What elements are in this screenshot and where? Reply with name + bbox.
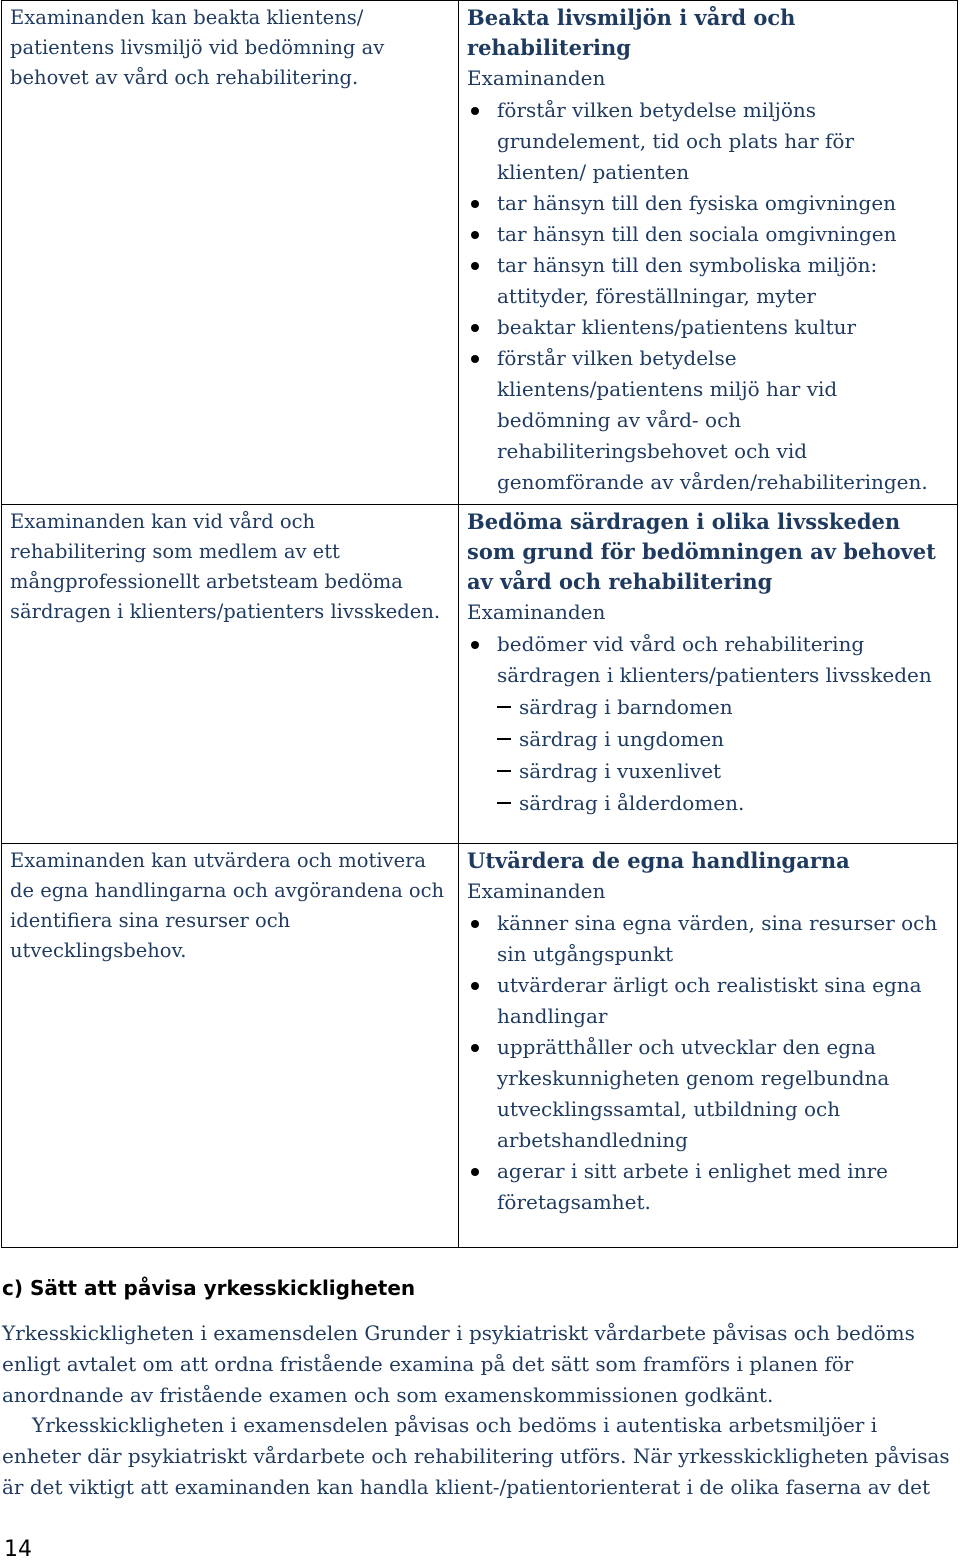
bullet-icon (471, 982, 479, 990)
bullet-icon (471, 200, 479, 208)
list-item: känner sina egna värden, sina resurser och sin utgångspunkt (467, 908, 949, 970)
dash-list (467, 691, 949, 819)
list-item: förstår vilken betydelse klientens/patientens miljö har vid bedömning av vård- och rehabiliteringsbehovet och vid genomförande av vården/rehabiliteringen. (467, 343, 949, 498)
criteria-table (1, 0, 958, 1248)
bullet-icon (471, 920, 479, 928)
criterion-text: Examinanden kan utvärdera och motivera de egna handlingarna och avgörandena och identifiera sina resurser och utvecklingsbehov. (10, 849, 445, 962)
row-subject: Examinanden (467, 600, 606, 624)
list-item: beaktar klientens/patientens kultur (467, 312, 949, 343)
table-cell-details (459, 1, 958, 505)
list-item: tar hänsyn till den fysiska omgivningen (467, 188, 949, 219)
paragraph: Yrkesskickligheten i examensdelen påvisas och bedöms i autentiska arbetsmiljöer i enheter där psykiatriskt vårdarbete och rehabilitering utförs. När yrkesskickligheten påvisas är det viktigt att examinanden kan handla klient-/patientorienterat i de olika faserna av det (2, 1413, 950, 1499)
bullet-list (467, 629, 949, 691)
criterion-text: Examinanden kan beakta klientens/ patientens livsmiljö vid bedömning av behovet av vård och rehabilitering. (10, 6, 385, 89)
dash-icon (497, 706, 511, 708)
bullet-icon (471, 262, 479, 270)
table-cell-criterion (2, 505, 459, 844)
table-cell-criterion (2, 844, 459, 1248)
section-title: c) Sätt att påvisa yrkesskickligheten (2, 1276, 416, 1300)
row-heading: Bedöma särdragen i olika livsskeden som grund för bedömningen av behovet av vård och rehabilitering (467, 509, 936, 594)
bullet-icon (471, 1044, 479, 1052)
list-item: särdrag i ungdomen (467, 723, 949, 755)
list-item: upprätthåller och utvecklar den egna yrkeskunnigheten genom regelbundna utvecklingssamtal, utbildning och arbetshandledning (467, 1032, 949, 1156)
criterion-text: Examinanden kan vid vård och rehabilitering som medlem av ett mångprofessionellt arbetsteam bedöma särdragen i klienters/patienters livsskeden. (10, 510, 441, 623)
bullet-icon (471, 231, 479, 239)
bullet-icon (471, 324, 479, 332)
bullet-icon (471, 355, 479, 363)
list-item: förstår vilken betydelse miljöns grundelement, tid och plats har för klienten/ patienten (467, 95, 949, 188)
paragraph: Yrkesskickligheten i examensdelen Grunder i psykiatriskt vårdarbete påvisas och bedöms enligt avtalet om att ordna fristående examina på det sätt som framförs i planen för anordnande av fristående examen och som examenskommissionen godkänt. (2, 1321, 915, 1407)
list-item: särdrag i vuxenlivet (467, 755, 949, 787)
bullet-list (467, 908, 949, 1218)
bullet-icon (471, 641, 479, 649)
bullet-icon (471, 107, 479, 115)
list-item: särdrag i ålderdomen. (467, 787, 949, 819)
table-cell-details (459, 505, 958, 844)
list-item: särdrag i barndomen (467, 691, 949, 723)
row-heading: Beakta livsmiljön i vård och rehabilitering (467, 5, 796, 60)
bullet-icon (471, 1168, 479, 1176)
table-row (2, 505, 958, 844)
table-cell-criterion (2, 1, 459, 505)
list-item: tar hänsyn till den symboliska miljön: attityder, föreställningar, myter (467, 250, 949, 312)
list-item: tar hänsyn till den sociala omgivningen (467, 219, 949, 250)
page-number: 14 (4, 1537, 32, 1562)
row-subject: Examinanden (467, 66, 606, 90)
table-cell-details (459, 844, 958, 1248)
table-row (2, 1, 958, 505)
row-heading: Utvärdera de egna handlingarna (467, 848, 850, 873)
dash-icon (497, 738, 511, 740)
bullet-list (467, 95, 949, 498)
table-row (2, 844, 958, 1248)
list-item: agerar i sitt arbete i enlighet med inre företagsamhet. (467, 1156, 949, 1218)
list-item: bedömer vid vård och rehabilitering särdragen i klienters/patienters livsskeden (467, 629, 949, 691)
row-subject: Examinanden (467, 879, 606, 903)
list-item: utvärderar ärligt och realistiskt sina egna handlingar (467, 970, 949, 1032)
dash-icon (497, 802, 511, 804)
dash-icon (497, 770, 511, 772)
